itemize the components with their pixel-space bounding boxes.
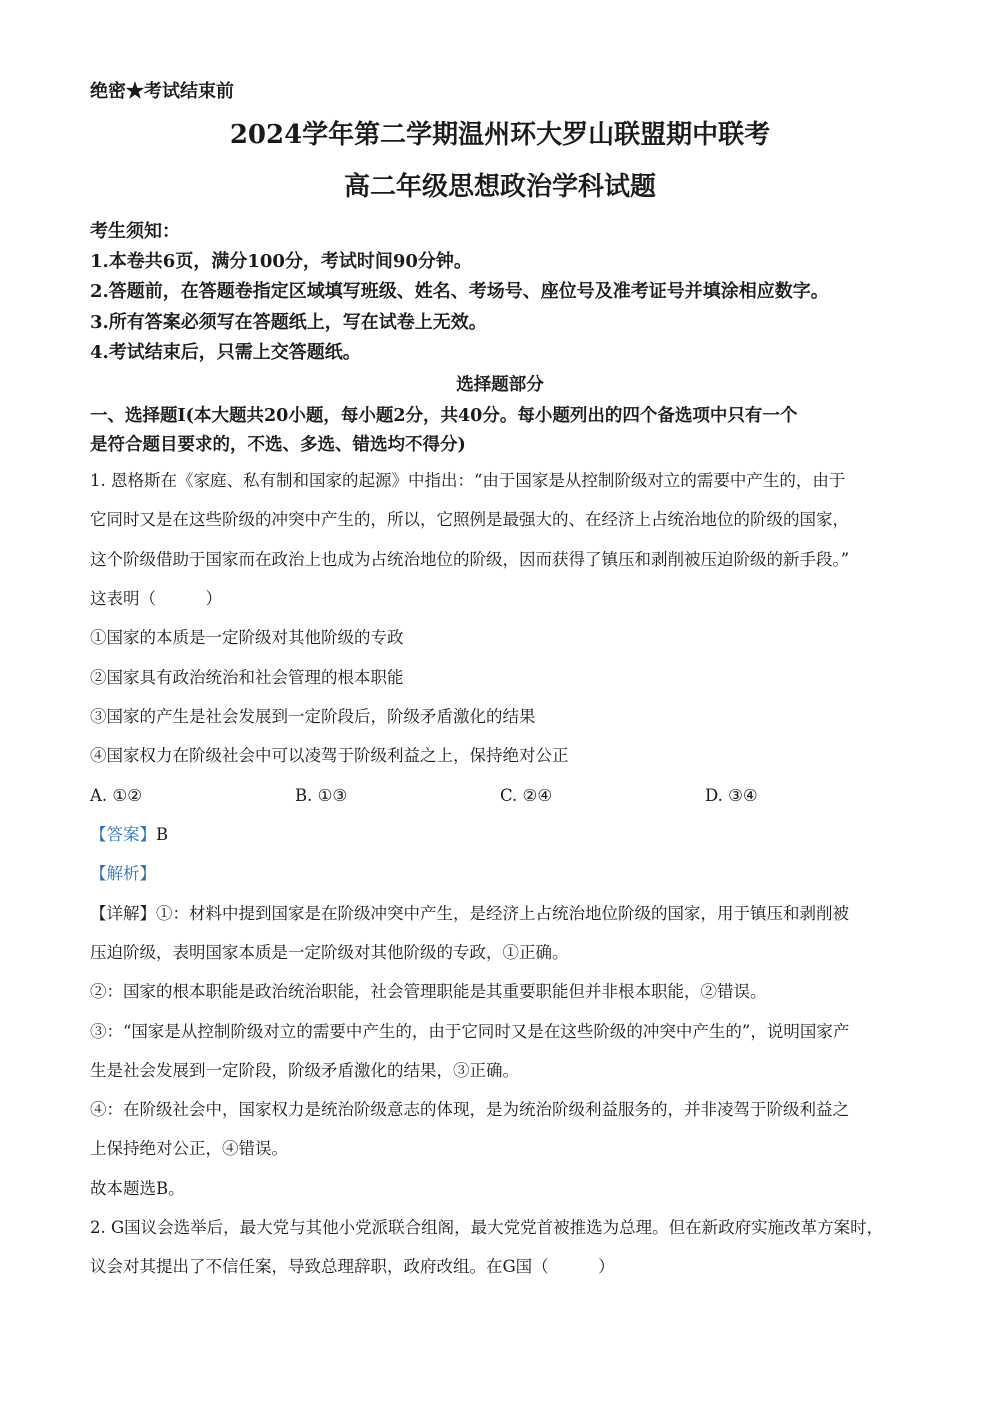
section-intro: 是符合题目要求的，不选、多选、错选均不得分): [90, 435, 466, 455]
answer-value: B: [156, 825, 169, 844]
question-1-stem: 1. 恩格斯在《家庭、私有制和国家的起源》中指出：“由于国家是从控制阶级对立的需要中产生的，由于: [90, 471, 846, 490]
exam-subtitle: 高二年级思想政治学科试题: [343, 172, 656, 202]
option-c: C. ②④: [500, 786, 553, 805]
exam-title: 2024学年第二学期温州环大罗山联盟期中联考: [229, 120, 771, 150]
analysis-tag: 【解析】: [90, 864, 156, 883]
detail-conclusion: 故本题选B。: [90, 1179, 185, 1198]
statement-2: ②国家具有政治统治和社会管理的根本职能: [90, 668, 404, 687]
question-2-stem: 2. G国议会选举后，最大党与其他小党派联合组阁，最大党党首被推选为总理。但在新政府实施改革方案时，: [90, 1218, 884, 1237]
answer-line: [90, 823, 168, 847]
section-intro: 一、选择题Ⅰ(本大题共20小题，每小题2分，共40分。每小题列出的四个备选项中只有一个: [90, 406, 798, 426]
option-b: B. ①③: [295, 786, 348, 805]
statement-4: ④国家权力在阶级社会中可以凌驾于阶级利益之上，保持绝对公正: [90, 746, 569, 765]
confidential-label: 绝密★考试结束前: [90, 81, 234, 102]
detail-line: 压迫阶级，表明国家本质是一定阶级对其他阶级的专政，①正确。: [90, 943, 569, 962]
statement-3: ③国家的产生是社会发展到一定阶段后，阶级矛盾激化的结果: [90, 707, 536, 726]
notice-item: 3.所有答案必须写在答题纸上，写在试卷上无效。: [90, 312, 487, 333]
question-2-stem: 议会对其提出了不信任案，导致总理辞职，政府改组。在G国（ ）: [90, 1257, 615, 1276]
detail-line: 【详解】①：材料中提到国家是在阶级冲突中产生，是经济上占统治地位阶级的国家，用于镇压和剥削被: [90, 904, 849, 923]
notice-item: 1.本卷共6页，满分100分，考试时间90分钟。: [90, 251, 472, 272]
question-1-stem: 这个阶级借助于国家而在政治上也成为占统治地位的阶级，因而获得了镇压和剥削被压迫阶级的新手段。”: [90, 550, 850, 569]
notice-item: 4.考试结束后，只需上交答题纸。: [90, 342, 361, 363]
answer-tag: 【答案】: [90, 825, 156, 844]
question-1-stem: 这表明（ ）: [90, 589, 222, 608]
question-1-stem: 它同时又是在这些阶级的冲突中产生的，所以，它照例是最强大的、在经济上占统治地位的阶级的国家，: [90, 510, 849, 529]
option-a: A. ①②: [90, 786, 142, 805]
section-heading: 选择题部分: [456, 375, 544, 395]
detail-line: ④：在阶级社会中，国家权力是统治阶级意志的体现，是为统治阶级利益服务的，并非凌驾于阶级利益之: [90, 1100, 849, 1119]
notice-heading: 考生须知：: [90, 221, 180, 242]
detail-line: ③：“国家是从控制阶级对立的需要中产生的，由于它同时又是在这些阶级的冲突中产生的”，说明国家产: [90, 1022, 850, 1041]
detail-line: 生是社会发展到一定阶段，阶级矛盾激化的结果，③正确。: [90, 1061, 519, 1080]
notice-item: 2.答题前，在答题卷指定区域填写班级、姓名、考场号、座位号及准考证号并填涂相应数字。: [90, 281, 829, 302]
detail-line: ②：国家的根本职能是政治统治职能，社会管理职能是其重要职能但并非根本职能，②错误。: [90, 982, 767, 1001]
statement-1: ①国家的本质是一定阶级对其他阶级的专政: [90, 628, 404, 647]
detail-line: 上保持绝对公正，④错误。: [90, 1139, 288, 1158]
option-d: D. ③④: [705, 786, 758, 805]
